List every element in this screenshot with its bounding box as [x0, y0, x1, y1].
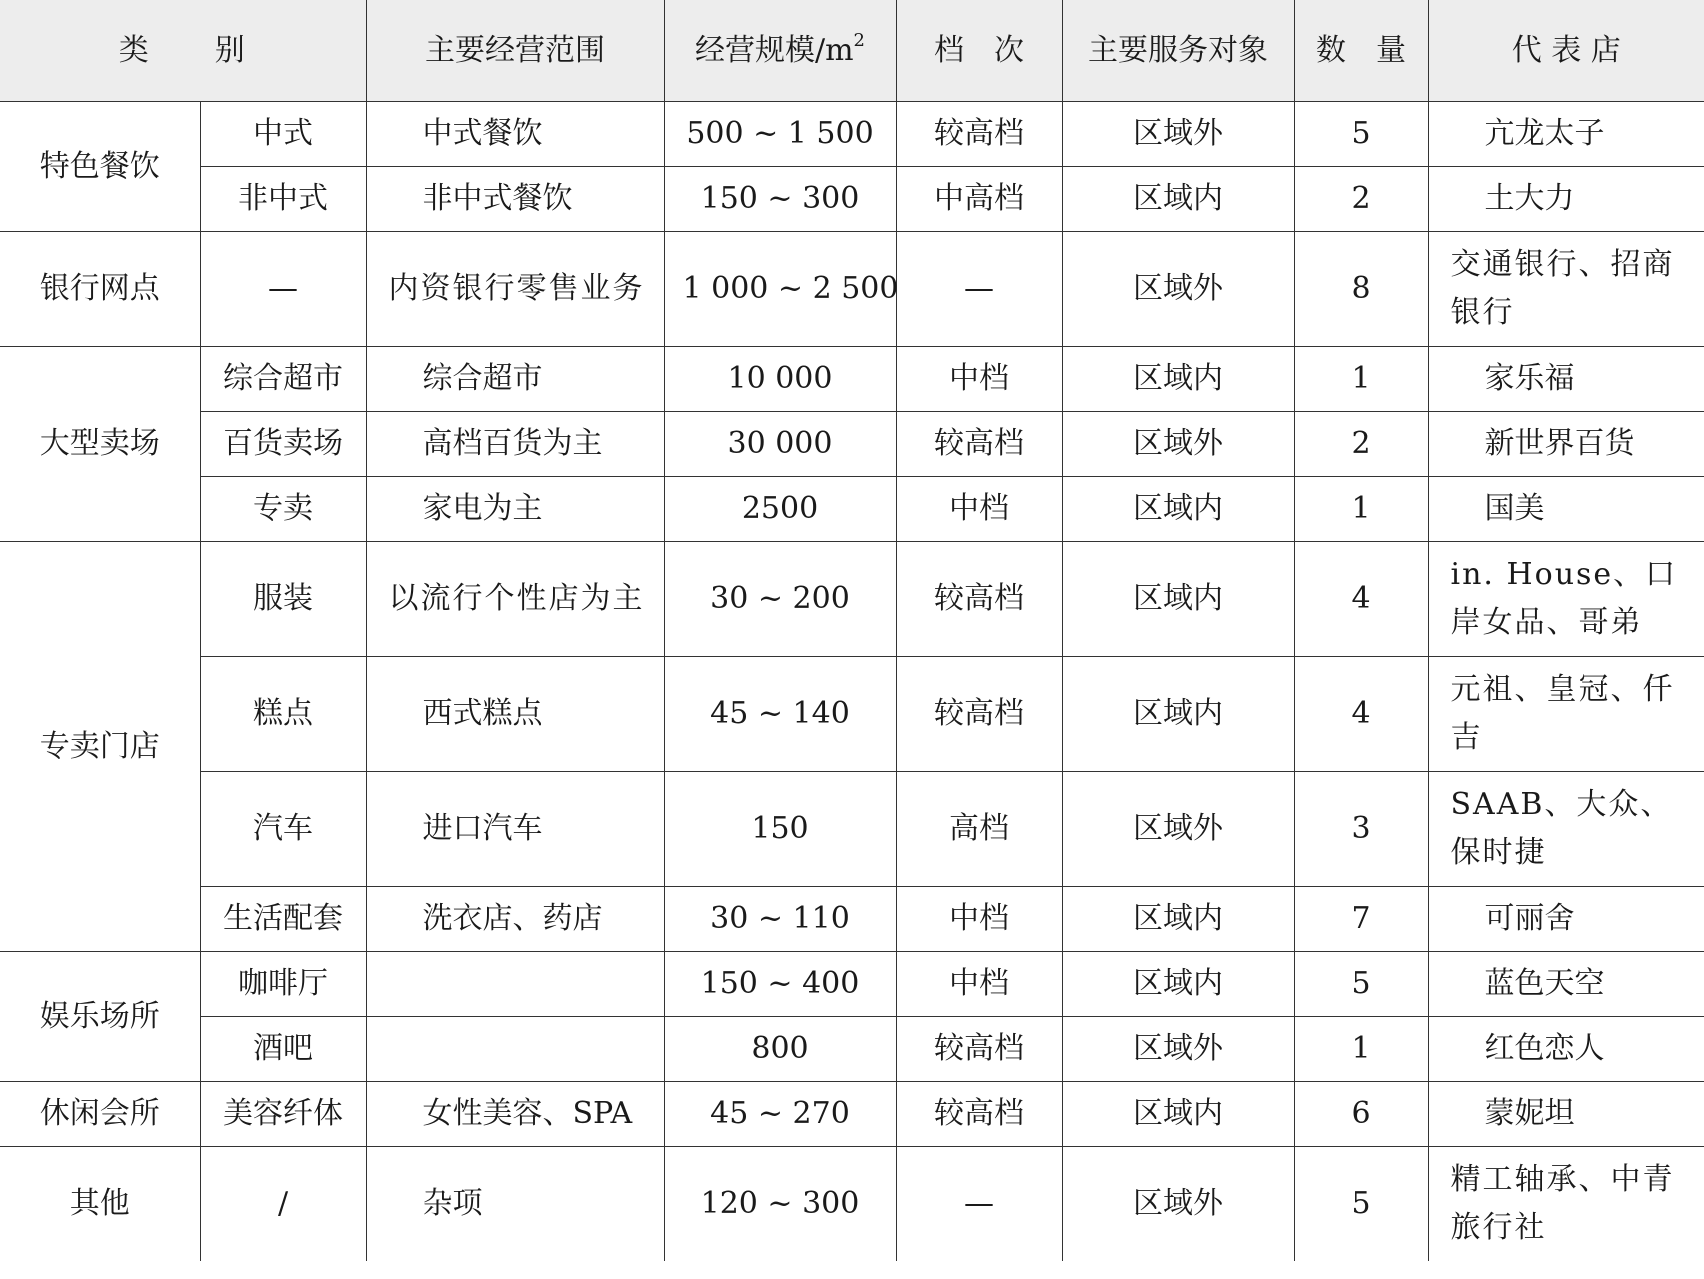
scope-cell: 家电为主 [366, 477, 664, 542]
grade-cell: 较高档 [896, 657, 1062, 772]
store-cell: 家乐福 [1428, 347, 1704, 412]
table-row [0, 347, 1704, 412]
table-row [0, 232, 1704, 347]
sub-cell: 糕点 [200, 657, 366, 772]
scale-cell: 2500 [664, 477, 896, 542]
target-cell: 区域内 [1062, 347, 1294, 412]
grade-cell: 较高档 [896, 1017, 1062, 1082]
scope-cell: 内资银行零售业务 [366, 232, 664, 347]
scope-cell [366, 1017, 664, 1082]
table-row [0, 657, 1704, 772]
table-row [0, 167, 1704, 232]
grade-cell: 中档 [896, 887, 1062, 952]
scale-cell: 150 ~ 400 [664, 952, 896, 1017]
header-scale-label: 经营规模/m [694, 32, 854, 68]
store-cell: 元祖、皇冠、仟吉 [1428, 657, 1704, 772]
header-grade: 档 次 [896, 0, 1062, 102]
target-cell: 区域内 [1062, 657, 1294, 772]
count-cell: 8 [1294, 232, 1428, 347]
scope-cell: 非中式餐饮 [366, 167, 664, 232]
count-cell: 1 [1294, 1017, 1428, 1082]
header-count: 数 量 [1294, 0, 1428, 102]
count-cell: 5 [1294, 102, 1428, 167]
count-cell: 4 [1294, 657, 1428, 772]
scope-cell: 洗衣店、药店 [366, 887, 664, 952]
count-cell: 1 [1294, 477, 1428, 542]
count-cell: 5 [1294, 952, 1428, 1017]
group-cell: 休闲会所 [0, 1082, 200, 1147]
grade-cell: 中档 [896, 347, 1062, 412]
scale-cell: 45 ~ 140 [664, 657, 896, 772]
scale-cell: 45 ~ 270 [664, 1082, 896, 1147]
header-scale [664, 0, 896, 102]
store-cell: 可丽舍 [1428, 887, 1704, 952]
store-cell: 蒙妮坦 [1428, 1082, 1704, 1147]
sub-cell: 汽车 [200, 772, 366, 887]
table-row [0, 1017, 1704, 1082]
grade-cell: 较高档 [896, 1082, 1062, 1147]
target-cell: 区域内 [1062, 952, 1294, 1017]
sub-cell: / [200, 1147, 366, 1262]
target-cell: 区域外 [1062, 412, 1294, 477]
target-cell: 区域外 [1062, 1147, 1294, 1262]
header-row [0, 0, 1704, 102]
header-category: 类 别 [0, 0, 366, 102]
store-cell: 交通银行、招商银行 [1428, 232, 1704, 347]
scale-cell: 30 ~ 200 [664, 542, 896, 657]
sub-cell: 咖啡厅 [200, 952, 366, 1017]
scope-cell: 杂项 [366, 1147, 664, 1262]
count-cell: 2 [1294, 412, 1428, 477]
target-cell: 区域内 [1062, 167, 1294, 232]
table-row [0, 102, 1704, 167]
count-cell: 7 [1294, 887, 1428, 952]
scale-cell: 150 [664, 772, 896, 887]
count-cell: 2 [1294, 167, 1428, 232]
scale-cell: 30 000 [664, 412, 896, 477]
target-cell: 区域外 [1062, 102, 1294, 167]
scale-cell: 800 [664, 1017, 896, 1082]
target-cell: 区域内 [1062, 887, 1294, 952]
table-row [0, 887, 1704, 952]
sub-cell: 生活配套 [200, 887, 366, 952]
table-row [0, 772, 1704, 887]
target-cell: 区域内 [1062, 1082, 1294, 1147]
sub-cell: 综合超市 [200, 347, 366, 412]
scope-cell: 女性美容、SPA [366, 1082, 664, 1147]
group-cell: 特色餐饮 [0, 102, 200, 232]
sub-cell: 中式 [200, 102, 366, 167]
sub-cell: 酒吧 [200, 1017, 366, 1082]
count-cell: 6 [1294, 1082, 1428, 1147]
table-row [0, 952, 1704, 1017]
scope-cell: 西式糕点 [366, 657, 664, 772]
target-cell: 区域内 [1062, 477, 1294, 542]
table-row [0, 1147, 1704, 1262]
header-target: 主要服务对象 [1062, 0, 1294, 102]
scope-cell: 进口汽车 [366, 772, 664, 887]
target-cell: 区域外 [1062, 232, 1294, 347]
group-cell: 银行网点 [0, 232, 200, 347]
grade-cell: — [896, 232, 1062, 347]
count-cell: 4 [1294, 542, 1428, 657]
count-cell: 1 [1294, 347, 1428, 412]
store-cell: 亢龙太子 [1428, 102, 1704, 167]
table-row [0, 477, 1704, 542]
count-cell: 5 [1294, 1147, 1428, 1262]
group-cell: 专卖门店 [0, 542, 200, 952]
scale-cell: 120 ~ 300 [664, 1147, 896, 1262]
store-cell: 精工轴承、中青旅行社 [1428, 1147, 1704, 1262]
sub-cell: 美容纤体 [200, 1082, 366, 1147]
table-row [0, 1082, 1704, 1147]
grade-cell: 中高档 [896, 167, 1062, 232]
sub-cell: 百货卖场 [200, 412, 366, 477]
target-cell: 区域内 [1062, 542, 1294, 657]
scope-cell: 综合超市 [366, 347, 664, 412]
store-cell: 红色恋人 [1428, 1017, 1704, 1082]
group-cell: 其他 [0, 1147, 200, 1262]
table-row [0, 542, 1704, 657]
sub-cell: 非中式 [200, 167, 366, 232]
scale-cell: 500 ~ 1 500 [664, 102, 896, 167]
grade-cell: 中档 [896, 952, 1062, 1017]
scope-cell: 以流行个性店为主 [366, 542, 664, 657]
target-cell: 区域外 [1062, 772, 1294, 887]
scope-cell: 高档百货为主 [366, 412, 664, 477]
target-cell: 区域外 [1062, 1017, 1294, 1082]
store-cell: 国美 [1428, 477, 1704, 542]
grade-cell: 较高档 [896, 102, 1062, 167]
grade-cell: 高档 [896, 772, 1062, 887]
count-cell: 3 [1294, 772, 1428, 887]
sub-cell: 服装 [200, 542, 366, 657]
store-cell: SAAB、大众、保时捷 [1428, 772, 1704, 887]
grade-cell: 较高档 [896, 412, 1062, 477]
header-store: 代 表 店 [1428, 0, 1704, 102]
sub-cell: 专卖 [200, 477, 366, 542]
table-row [0, 412, 1704, 477]
scope-cell: 中式餐饮 [366, 102, 664, 167]
scale-cell: 10 000 [664, 347, 896, 412]
grade-cell: — [896, 1147, 1062, 1262]
scope-cell [366, 952, 664, 1017]
group-cell: 娱乐场所 [0, 952, 200, 1082]
store-cell: 蓝色天空 [1428, 952, 1704, 1017]
grade-cell: 中档 [896, 477, 1062, 542]
sub-cell: — [200, 232, 366, 347]
grade-cell: 较高档 [896, 542, 1062, 657]
store-cell: 新世界百货 [1428, 412, 1704, 477]
store-cell: 土大力 [1428, 167, 1704, 232]
header-scope: 主要经营范围 [366, 0, 664, 102]
header-scale-sup: 2 [853, 29, 865, 51]
store-cell: in. House、口岸女品、哥弟 [1428, 542, 1704, 657]
scale-cell: 30 ~ 110 [664, 887, 896, 952]
group-cell: 大型卖场 [0, 347, 200, 542]
scale-cell: 150 ~ 300 [664, 167, 896, 232]
scale-cell: 1 000 ~ 2 500 [664, 232, 896, 347]
